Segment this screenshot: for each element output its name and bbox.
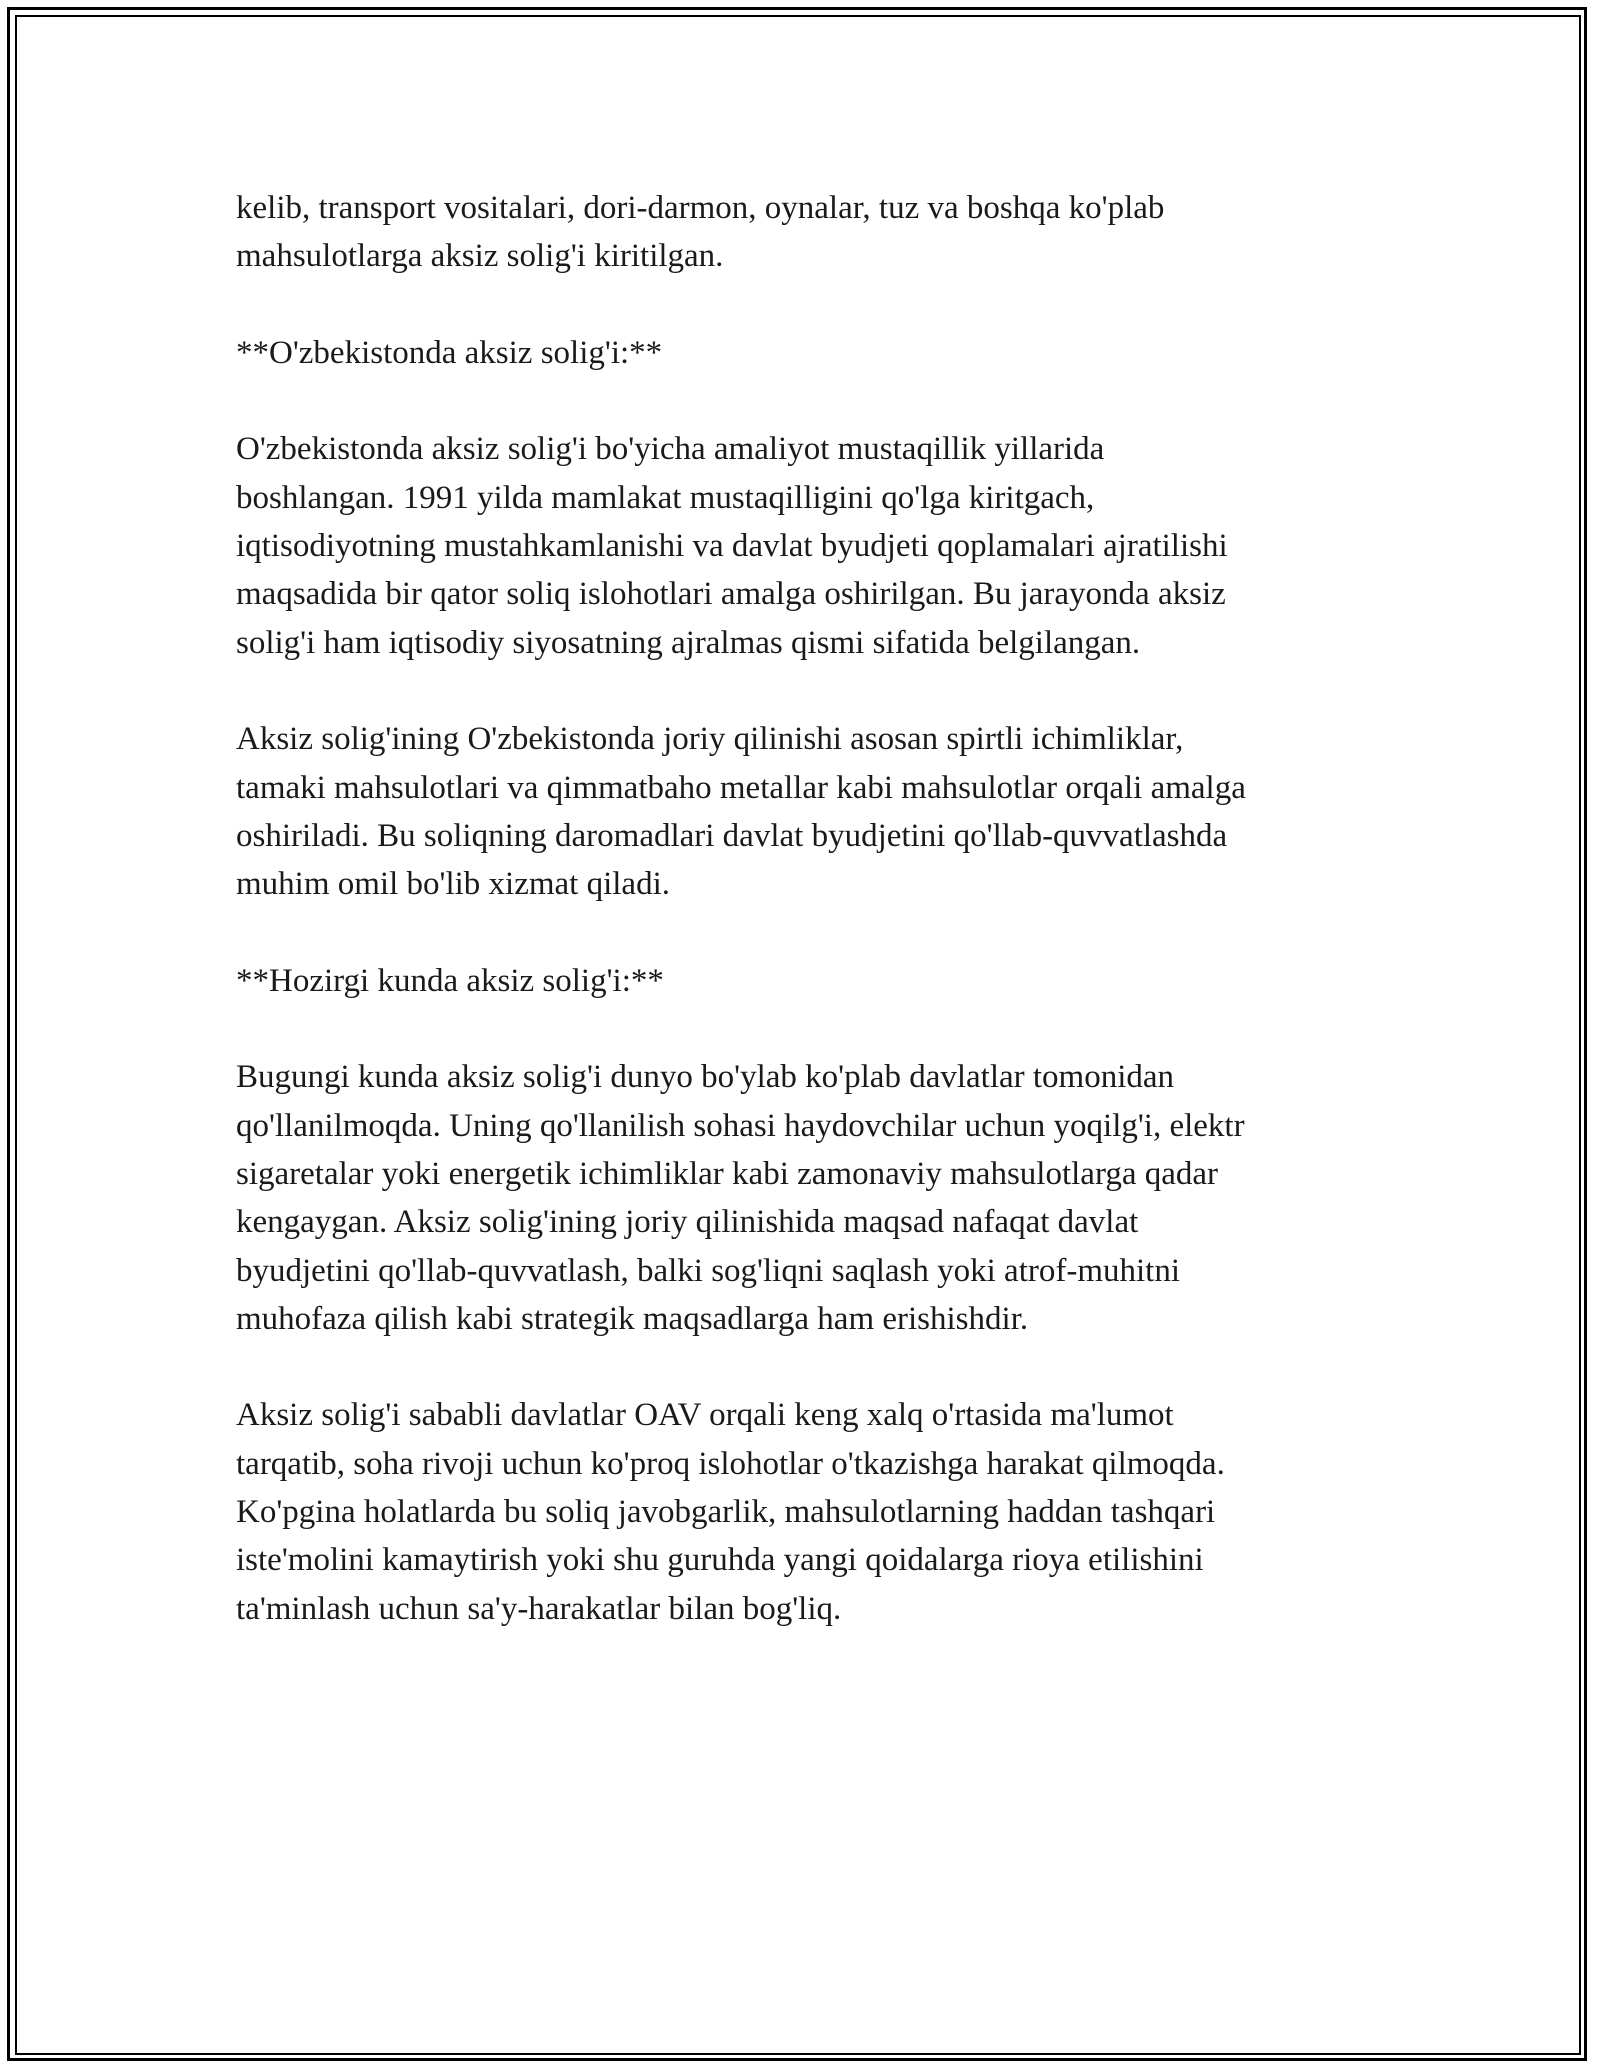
text-line: mahsulotlarga aksiz solig'i kiritilgan.	[236, 238, 724, 275]
text-line: muhofaza qilish kabi strategik maqsadlarga ham erishishdir.	[236, 1300, 1029, 1337]
paragraph-today-media	[236, 1391, 1366, 1632]
text-line: maqsadida bir qator soliq islohotlari amalga oshirilgan. Bu jarayonda aksiz	[236, 576, 1226, 613]
text-line: tarqatib, soha rivoji uchun ko'proq islohotlar o'tkazishga harakat qilmoqda.	[236, 1445, 1225, 1482]
text-line: byudjetini qo'llab-quvvatlash, balki sog'liqni saqlash yoki atrof-muhitni	[236, 1252, 1181, 1289]
text-line: Bugungi kunda aksiz solig'i dunyo bo'ylab ko'plab davlatlar tomonidan	[236, 1059, 1175, 1096]
text-line: kelib, transport vositalari, dori-darmon, oynalar, tuz va boshqa ko'plab	[236, 190, 1165, 226]
text-line: sigaretalar yoki energetik ichimliklar kabi zamonaviy mahsulotlarga qadar	[236, 1155, 1219, 1192]
paragraph-continuation	[236, 184, 1366, 281]
heading-text: **O'zbekistonda aksiz solig'i:**	[236, 334, 663, 371]
text-line: solig'i ham iqtisodiy siyosatning ajralmas qismi sifatida belgilangan.	[236, 624, 1141, 661]
text-line: oshiriladi. Bu soliqning daromadlari davlat byudjetini qo'llab-quvvatlashda	[236, 817, 1228, 854]
section-heading-uzbekistan	[236, 329, 1366, 377]
text-line: kengaygan. Aksiz solig'ining joriy qilinishida maqsad nafaqat davlat	[236, 1204, 1139, 1241]
text-line: O'zbekistonda aksiz solig'i bo'yicha amaliyot mustaqillik yillarida	[236, 431, 1105, 468]
document-body	[236, 184, 1366, 1681]
text-line: ta'minlash uchun sa'y-harakatlar bilan bog'liq.	[236, 1590, 842, 1627]
text-line: iqtisodiyotning mustahkamlanishi va davlat byudjeti qoplamalari ajratilishi	[236, 528, 1228, 565]
section-heading-today	[236, 957, 1366, 1005]
text-line: qo'llanilmoqda. Uning qo'llanilish sohasi haydovchilar uchun yoqilg'i, elektr	[236, 1107, 1245, 1144]
paragraph-uzbekistan-application	[236, 715, 1366, 908]
text-line: iste'molini kamaytirish yoki shu guruhda yangi qoidalarga rioya etilishini	[236, 1542, 1204, 1579]
text-line: boshlangan. 1991 yilda mamlakat mustaqilligini qo'lga kiritgach,	[236, 479, 1095, 516]
text-line: muhim omil bo'lib xizmat qiladi.	[236, 866, 670, 903]
text-line: tamaki mahsulotlari va qimmatbaho metallar kabi mahsulotlar orqali amalga	[236, 769, 1246, 806]
text-line: Aksiz solig'i sababli davlatlar OAV orqali keng xalq o'rtasida ma'lumot	[236, 1397, 1174, 1434]
paragraph-uzbekistan-history	[236, 425, 1366, 666]
text-line: Ko'pgina holatlarda bu soliq javobgarlik, mahsulotlarning haddan tashqari	[236, 1494, 1216, 1531]
paragraph-today-usage	[236, 1053, 1366, 1343]
heading-text: **Hozirgi kunda aksiz solig'i:**	[236, 962, 664, 999]
text-line: Aksiz solig'ining O'zbekistonda joriy qilinishi asosan spirtli ichimliklar,	[236, 721, 1184, 758]
